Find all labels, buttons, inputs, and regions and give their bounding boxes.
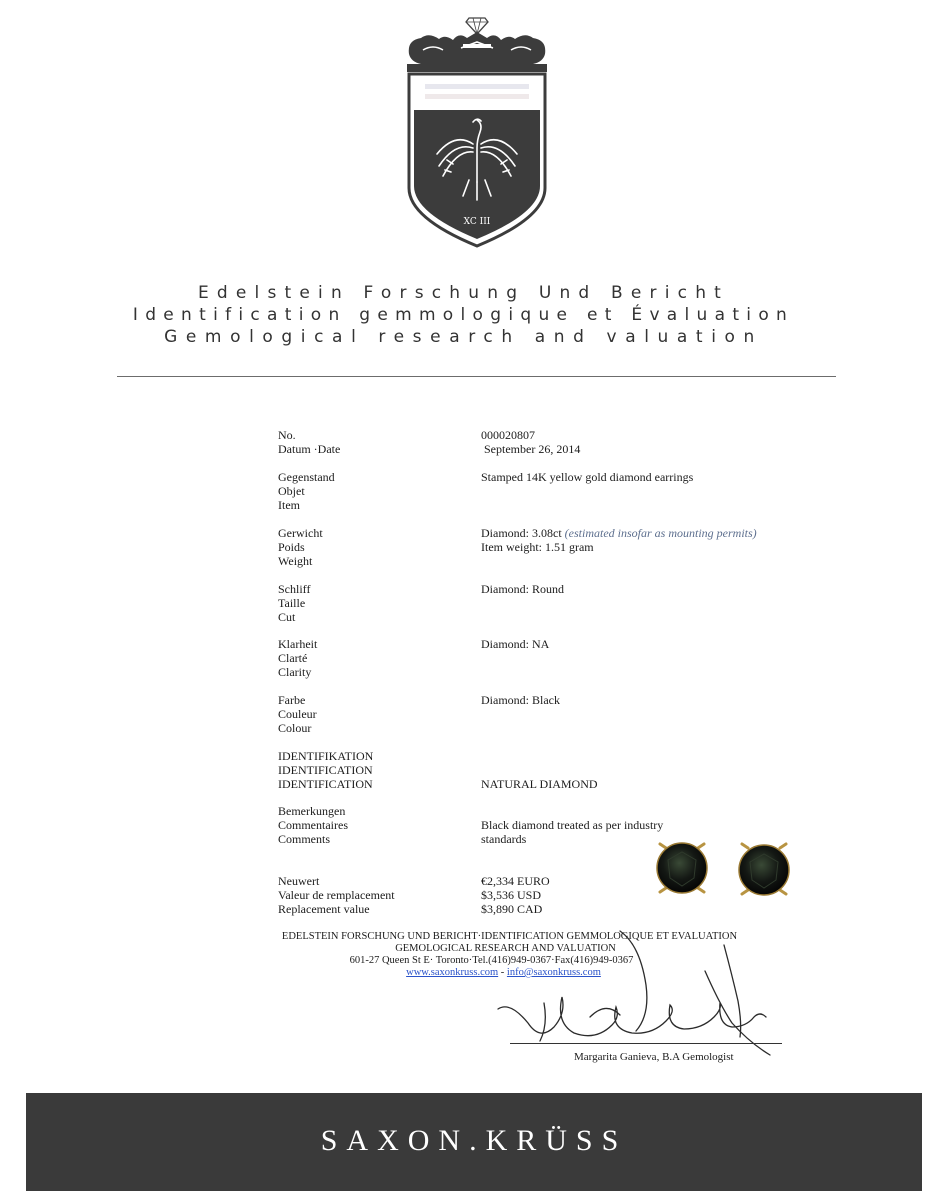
item-label-de: Gegenstand	[278, 470, 335, 484]
colour-value: Diamond: Black	[481, 693, 560, 707]
item-value: Stamped 14K yellow gold diamond earrings	[481, 470, 694, 484]
ident-value: NATURAL DIAMOND	[481, 777, 598, 791]
colour-label-fr: Couleur	[278, 707, 317, 721]
email-link[interactable]: info@saxonkruss.com	[506, 967, 601, 978]
footer-links: www.saxonkruss.com - info@saxonkruss.com	[406, 967, 601, 978]
item-label-fr: Objet	[278, 484, 305, 498]
weight-value-line	[481, 526, 757, 540]
svg-text:XC III: XC III	[463, 217, 491, 227]
item-weight-value: Item weight: 1.51 gram	[481, 540, 594, 554]
cut-label-en: Cut	[278, 610, 296, 624]
weight-label-fr: Poids	[278, 540, 305, 554]
signature-scribble	[470, 905, 800, 1065]
item-label-en: Item	[278, 498, 300, 512]
cut-value: Diamond: Round	[481, 582, 564, 596]
ident-label-fr: IDENTIFICATION	[278, 763, 373, 777]
title-english: Gemological research and valuation	[164, 327, 763, 347]
earrings-photo	[650, 834, 800, 914]
cut-label-fr: Taille	[278, 596, 306, 610]
footer-company-english: GEMOLOGICAL RESEARCH AND VALUATION	[395, 943, 616, 954]
brand-name: SAXON.KRÜSS	[320, 1124, 628, 1157]
value-label-en: Replacement value	[278, 902, 370, 916]
clarity-value: Diamond: NA	[481, 637, 550, 651]
signer-name: Margarita Ganieva, B.A Gemologist	[574, 1051, 734, 1063]
eagle-crest-icon	[403, 14, 551, 254]
date-value: September 26, 2014	[484, 442, 581, 456]
value-usd: $3,536 USD	[481, 888, 542, 902]
footer-company-line: EDELSTEIN FORSCHUNG UND BERICHT·IDENTIFICATION GEMMOLOGIQUE ET EVALUATION	[281, 931, 738, 942]
cut-label-de: Schliff	[278, 582, 311, 596]
signature-line	[510, 1043, 782, 1044]
clarity-label-de: Klarheit	[278, 637, 318, 651]
comments-label-en: Comments	[278, 832, 331, 846]
report-number-label: No.	[278, 428, 296, 442]
ident-label-de: IDENTIFIKATION	[278, 749, 374, 763]
comments-value-2: standards	[481, 832, 527, 846]
report-number-value: 000020807	[481, 428, 535, 442]
ident-label-en: IDENTIFICATION	[278, 777, 373, 791]
weight-label-en: Weight	[278, 554, 313, 568]
diamond-weight-value: Diamond: 3.08ct	[481, 526, 562, 540]
colour-label-en: Colour	[278, 721, 312, 735]
value-label-de: Neuwert	[278, 874, 320, 888]
weight-label-de: Gerwicht	[278, 526, 323, 540]
comments-label-de: Bemerkungen	[278, 804, 346, 818]
header-divider	[117, 376, 836, 377]
value-eur: €2,334 EURO	[481, 874, 550, 888]
clarity-label-en: Clarity	[278, 665, 312, 679]
comments-value-1: Black diamond treated as per industry	[481, 818, 664, 832]
clarity-label-fr: Clarté	[278, 651, 308, 665]
value-cad: $3,890 CAD	[481, 902, 543, 916]
title-french: Identification gemmologique et Évaluation	[132, 305, 795, 325]
date-label: Datum ·Date	[278, 442, 341, 456]
title-german: Edelstein Forschung Und Bericht	[197, 283, 730, 303]
comments-label-fr: Commentaires	[278, 818, 348, 832]
value-label-fr: Valeur de remplacement	[278, 888, 395, 902]
colour-label-de: Farbe	[278, 693, 306, 707]
weight-note: (estimated insofar as mounting permits)	[564, 526, 757, 540]
website-link[interactable]: www.saxonkruss.com	[406, 967, 499, 978]
footer-address: 601-27 Queen St E· Toronto·Tel.(416)949-0367·Fax(416)949-0367	[349, 955, 634, 966]
